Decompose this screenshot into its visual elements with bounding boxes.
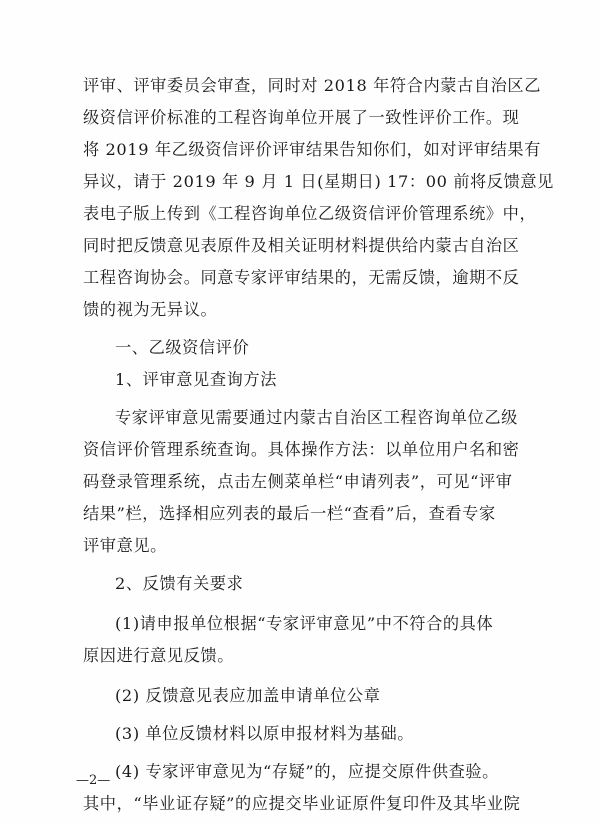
- text-line: 原因进行意见反馈。: [83, 646, 235, 665]
- text-line: (2) 反馈意见表应加盖申请单位公章: [115, 686, 381, 705]
- list-item-3: [83, 718, 523, 750]
- text-line: 其中，“毕业证存疑”的应提交毕业证原件复印件及其毕业院: [83, 794, 521, 813]
- heading-text: 2、反馈有关要求: [115, 574, 244, 593]
- section-heading-grade-b: [83, 332, 523, 364]
- text-line: 结果”栏，选择相应列表的最后一栏“查看”后，查看专家: [83, 504, 496, 523]
- page-number: —2—: [76, 773, 111, 788]
- heading-text: 1、评审意见查询方法: [115, 370, 277, 389]
- text-line: 评审意见。: [83, 536, 167, 555]
- paragraph-query-method: [83, 402, 523, 562]
- list-item-1: [83, 608, 523, 672]
- text-line: (3) 单位反馈材料以原申报材料为基础。: [115, 724, 415, 743]
- text-line: 资信评价管理系统查询。具体操作方法：以单位用户名和密: [83, 440, 520, 459]
- subsection-heading-feedback-requirements: [83, 568, 523, 600]
- text-line: 将 2019 年乙级资信评价评审结果告知你们，如对评审结果有: [83, 140, 541, 159]
- document-body: [83, 70, 554, 820]
- list-item-2: [83, 680, 523, 712]
- text-line: 异议，请于 2019 年 9 月 1 日(星期日) 17：00 前将反馈意见: [83, 172, 554, 191]
- text-line: 级资信评价标准的工程咨询单位开展了一致性评价工作。现: [83, 108, 520, 127]
- paragraph-review-notice: [83, 70, 554, 326]
- text-line: 表电子版上传到《工程咨询单位乙级资信评价管理系统》中，: [83, 204, 537, 223]
- text-line: 同时把反馈意见表原件及相关证明材料提供给内蒙古自治区: [83, 236, 520, 255]
- text-line: (4) 专家评审意见为“存疑”的，应提交原件供查验。: [115, 762, 499, 781]
- text-line: 码登录管理系统，点击左侧菜单栏“申请列表”，可见“评审: [83, 472, 513, 491]
- text-line: (1)请申报单位根据“专家评审意见”中不符合的具体: [115, 614, 494, 633]
- text-line: 评审、评审委员会审查，同时对 2018 年符合内蒙古自治区乙: [83, 76, 541, 95]
- text-line: 工程咨询协会。同意专家评审结果的，无需反馈，逾期不反: [83, 268, 520, 287]
- heading-text: 一、乙级资信评价: [115, 338, 250, 357]
- text-line: 专家评审意见需要通过内蒙古自治区工程咨询单位乙级: [115, 408, 518, 427]
- subsection-heading-query-method: [83, 364, 523, 396]
- text-line: 馈的视为无异议。: [83, 300, 218, 319]
- list-item-4: [83, 756, 523, 820]
